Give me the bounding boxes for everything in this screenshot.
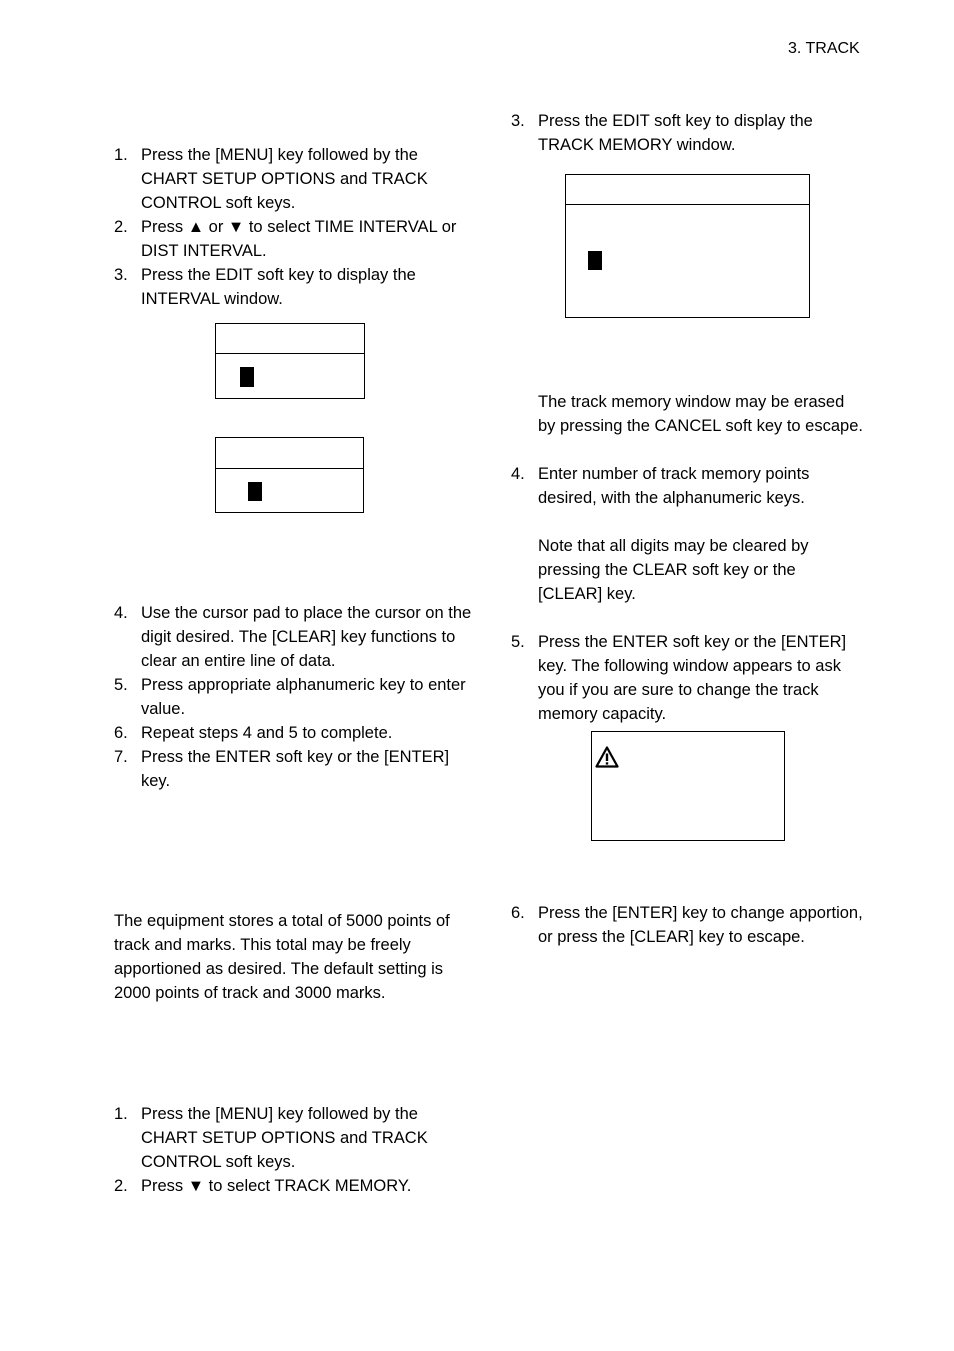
list-item: 6. Press the [ENTER] key to change apportion, or press the [CLEAR] key to escape. [511,904,863,946]
track-memory-step-4 [511,462,863,510]
list-item: 2. Press ▲ or ▼ to select TIME INTERVAL or DIST INTERVAL. [114,218,457,260]
window-title-bar [216,438,363,469]
track-memory-step-6 [511,901,863,949]
clear-note: Note that all digits may be cleared by pressing the CLEAR soft key or the [CLEAR] key. [538,537,809,603]
input-cursor [588,251,602,270]
interval-window-figure-1 [215,323,365,399]
list-item: 6. Repeat steps 4 and 5 to complete. [114,724,393,742]
track-memory-step-3 [511,109,863,157]
list-item: 3. Press the EDIT soft key to display the INTERVAL window. [114,266,416,308]
cancel-note: The track memory window may be erased by pressing the CANCEL soft key to escape. [538,393,863,435]
confirm-window-figure [591,731,785,841]
list-item: 1. Press the [MENU] key followed by the CHART SETUP OPTIONS and TRACK CONTROL soft keys. [114,146,428,212]
edit-steps [114,601,474,793]
memory-intro-paragraph: The equipment stores a total of 5000 points of track and marks. This total may be freely apportioned as desired. The default setting is 2000 points of track and 3000 marks. [114,912,450,1002]
input-cursor [240,367,254,387]
list-item: 7. Press the ENTER soft key or the [ENTER] key. [114,748,450,790]
track-memory-step-5 [511,630,863,726]
track-memory-window-figure [565,174,810,318]
interval-steps [114,143,474,311]
interval-window-figure-2 [215,437,364,513]
list-item: 2. Press ▼ to select TRACK MEMORY. [114,1177,412,1195]
list-item: 1. Press the [MENU] key followed by the CHART SETUP OPTIONS and TRACK CONTROL soft keys. [114,1105,428,1171]
list-item: 4. Enter number of track memory points desired, with the alphanumeric keys. [511,465,810,507]
window-title-bar [566,175,809,205]
list-item: 4. Use the cursor pad to place the cursor on the digit desired. The [CLEAR] key functions to clear an entire line of data. [114,604,472,670]
list-item: 5. Press appropriate alphanumeric key to enter value. [114,676,466,718]
warning-icon [595,746,619,768]
list-item: 3. Press the EDIT soft key to display the TRACK MEMORY window. [511,112,813,154]
page-header: 3. TRACK [788,40,860,57]
input-cursor [248,482,262,501]
window-title-bar [216,324,364,354]
list-item: 5. Press the ENTER soft key or the [ENTER] key. The following window appears to ask you if you are sure to change the track memory capacity. [511,633,847,723]
memory-steps [114,1102,474,1198]
